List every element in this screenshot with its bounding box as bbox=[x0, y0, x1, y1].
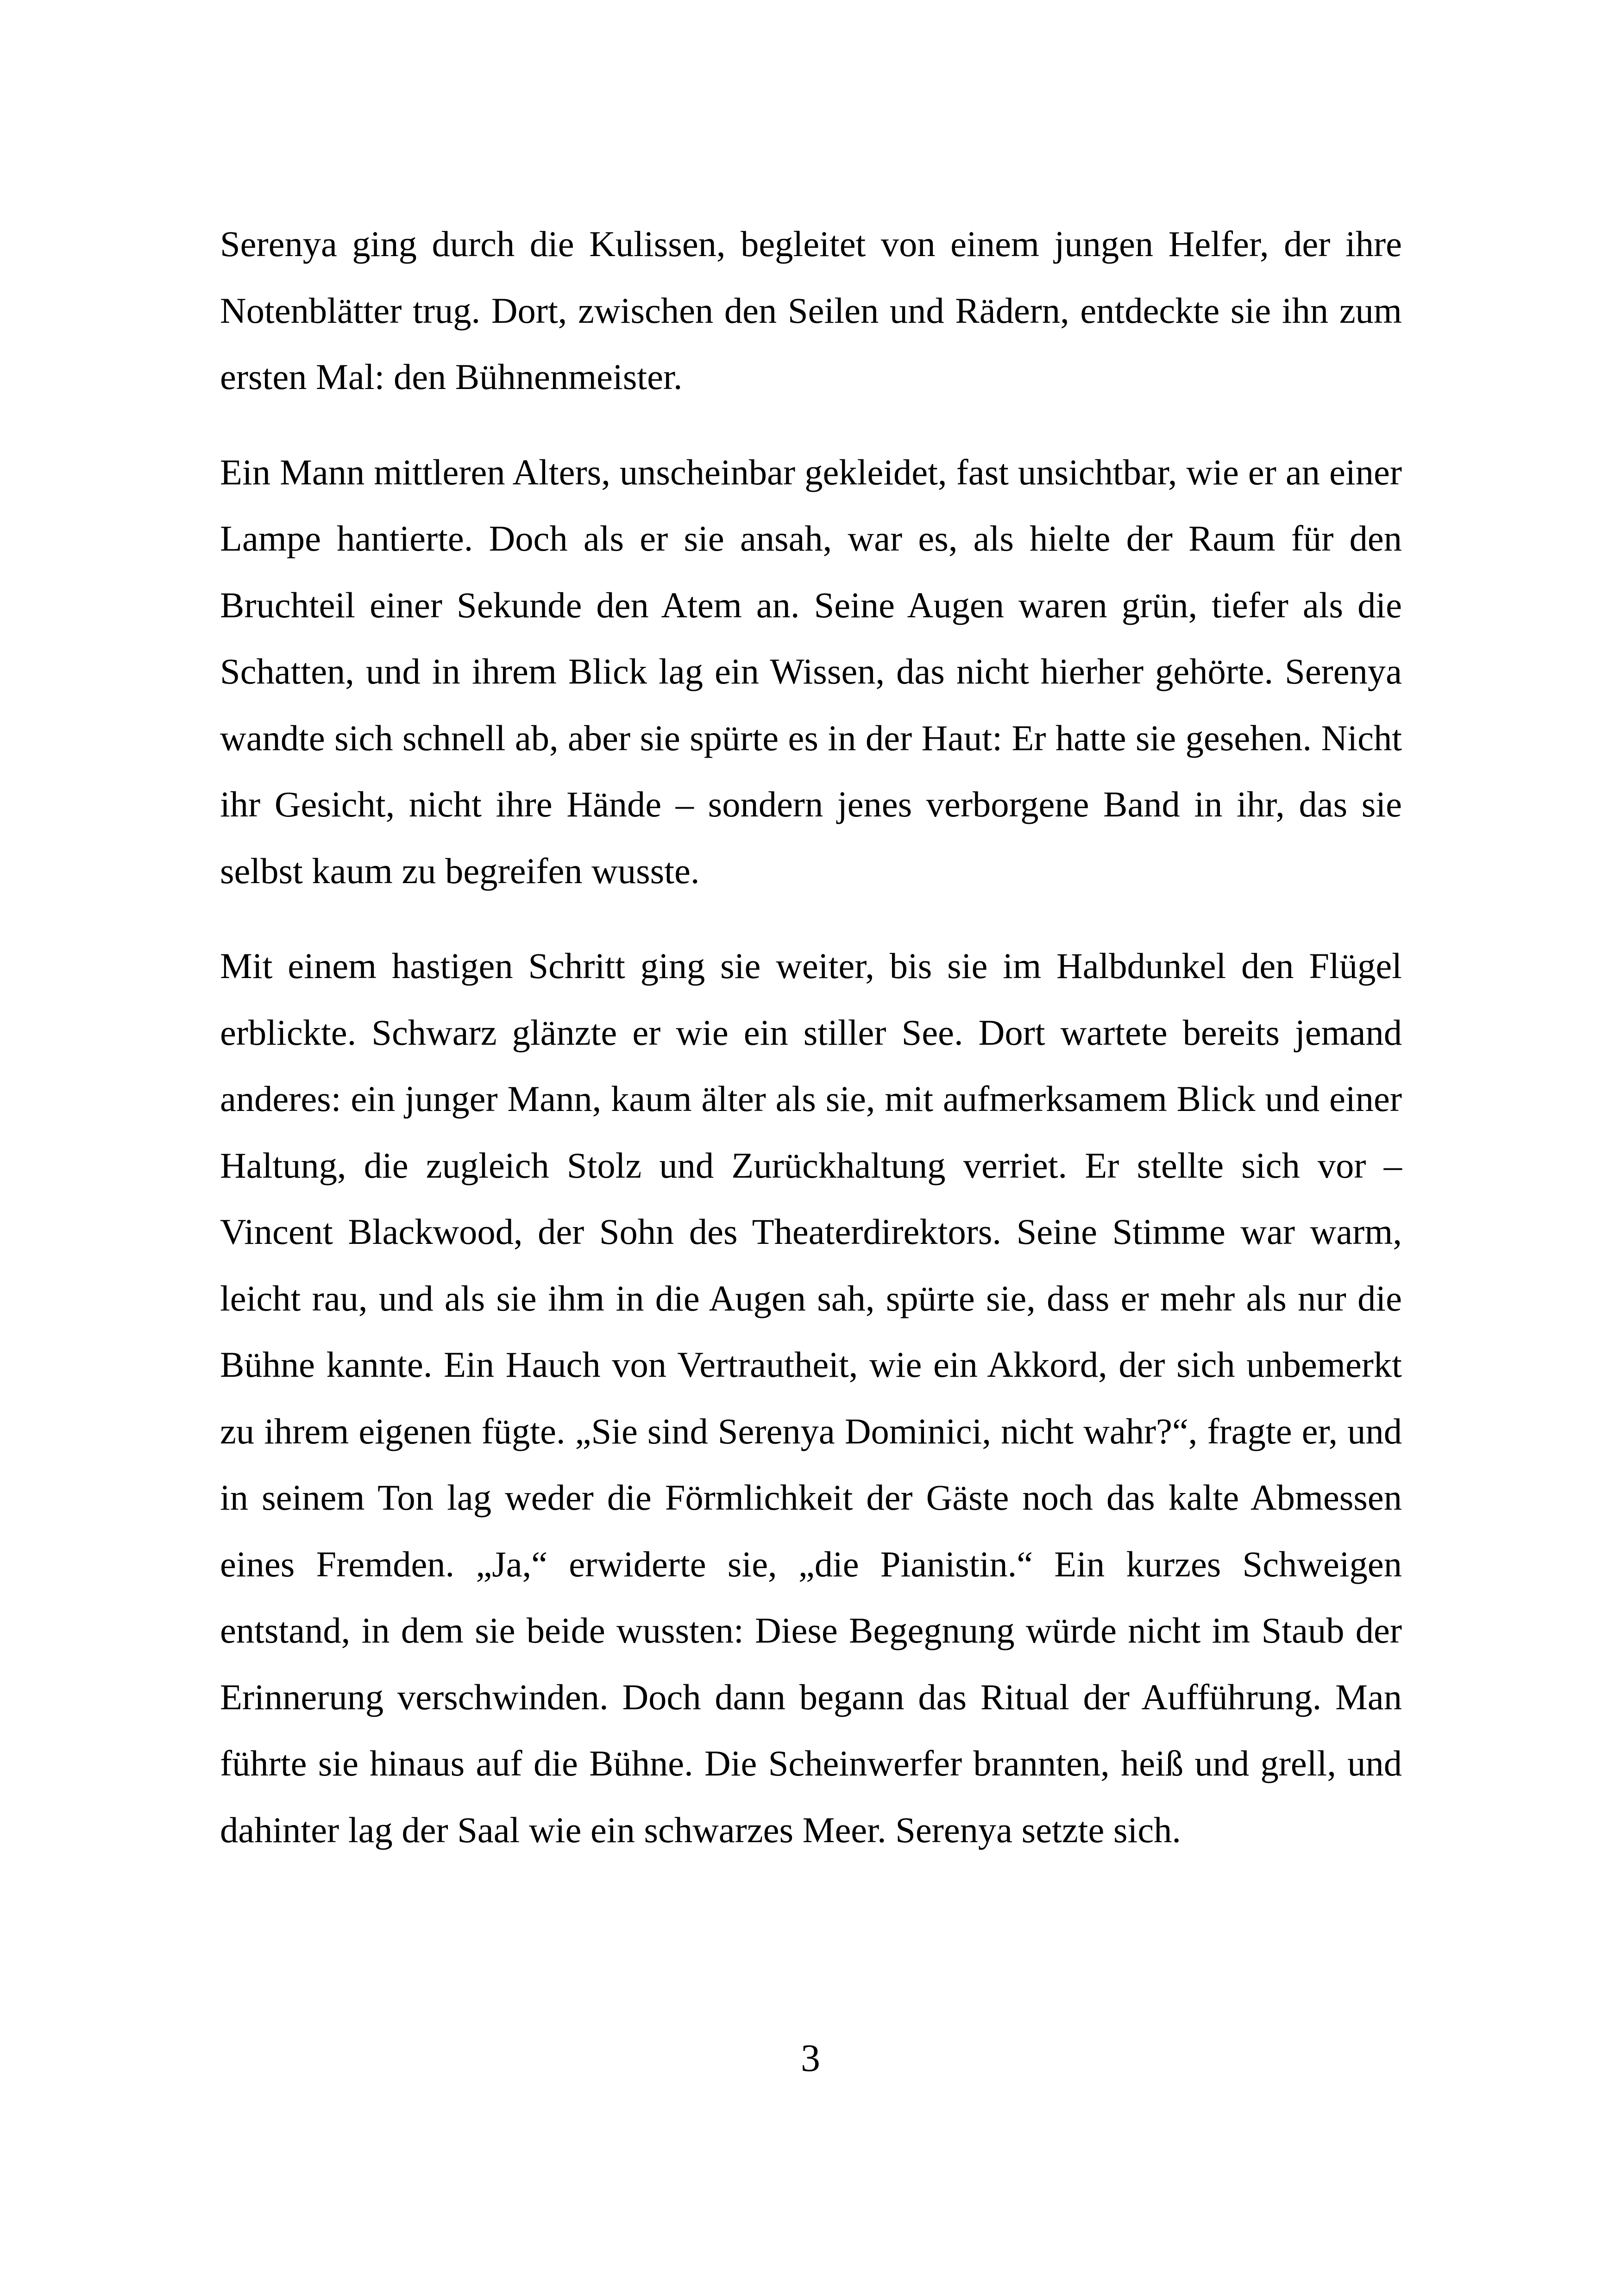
paragraph-1: Serenya ging durch die Kulissen, begleitet von einem jungen Helfer, der ihre Notenblätter trug. Dort, zwischen den Seilen und Rädern, entdeckte sie ihn zum ersten Mal: den Bühnenmeister. bbox=[220, 224, 1402, 397]
body-text bbox=[220, 211, 1402, 1863]
paragraph-2: Ein Mann mittleren Alters, unscheinbar gekleidet, fast unsichtbar, wie er an einer Lampe hantierte. Doch als er sie ansah, war es, als hielte der Raum für den Bruchteil einer Sekunde den Atem an. Seine Augen waren grün, tiefer als die Schatten, und in ihrem Blick lag ein Wissen, das nicht hierher gehörte. Serenya wandte sich schnell ab, aber sie spürte es in der Haut: Er hatte sie gesehen. Nicht ihr Gesicht, nicht ihre Hände – sondern jenes verborgene Band in ihr, das sie selbst kaum zu begreifen wusste. bbox=[220, 452, 1402, 891]
page-number: 3 bbox=[801, 2037, 820, 2080]
paragraph-3: Mit einem hastigen Schritt ging sie weiter, bis sie im Halbdunkel den Flügel erblickte. Schwarz glänzte er wie ein stiller See. Dort wartete bereits jemand anderes: ein junger Mann, kaum älter als sie, mit aufmerksamem Blick und einer Haltung, die zugleich Stolz und Zurückhaltung verriet. Er stellte sich vor – Vincent Blackwood, der Sohn des Theaterdirektors. Seine Stimme war warm, leicht rau, und als sie ihm in die Augen sah, spürte sie, dass er mehr als nur die Bühne kannte. Ein Hauch von Vertrautheit, wie ein Akkord, der sich unbemerkt zu ihrem eigenen fügte. „Sie sind Serenya Dominici, nicht wahr?“, fragte er, und in seinem Ton lag weder die Förmlichkeit der Gäste noch das kalte Abmessen eines Fremden. „Ja,“ erwiderte sie, „die Pianistin.“ Ein kurzes Schweigen entstand, in dem sie beide wussten: Diese Begegnung würde nicht im Staub der Erinnerung verschwinden. Doch dann begann das Ritual der Aufführung. Man führte sie hinaus auf die Bühne. Die Scheinwerfer brannten, heiß und grell, und dahinter lag der Saal wie ein schwarzes Meer. Serenya setzte sich. bbox=[220, 946, 1402, 1850]
